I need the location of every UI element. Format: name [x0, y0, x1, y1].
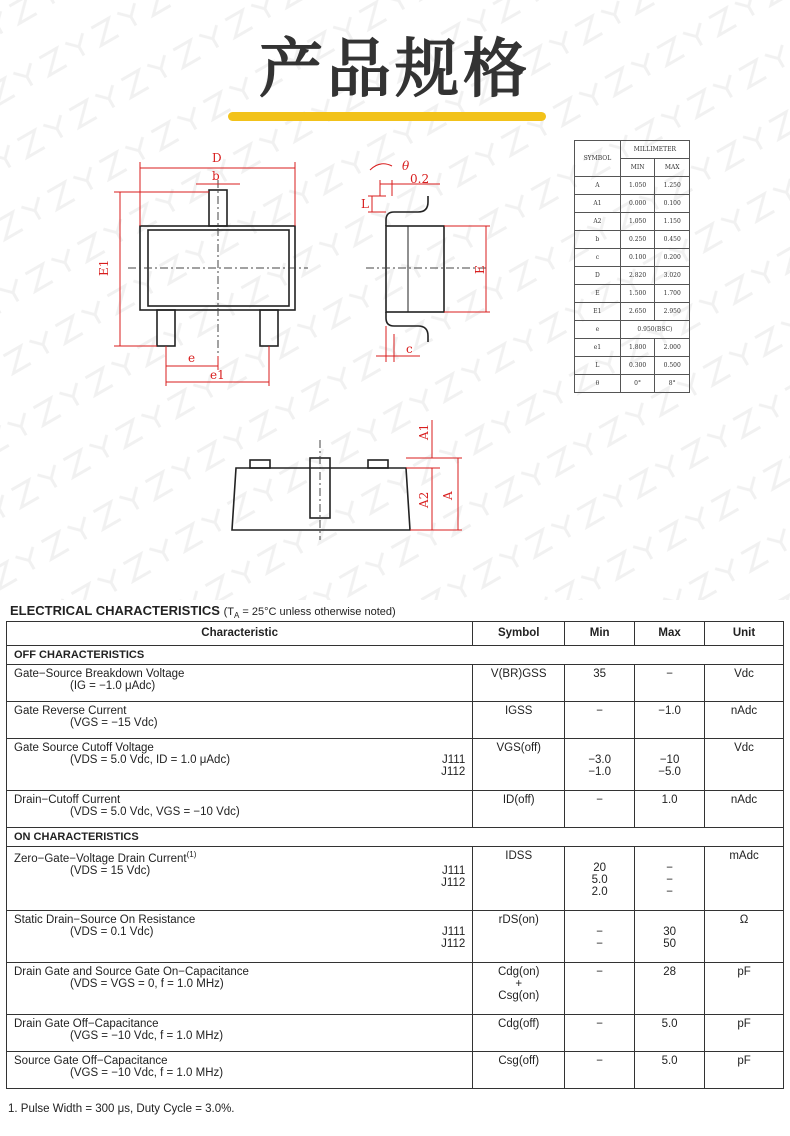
char-cond: (VGS = −10 Vdc, f = 1.0 MHz): [70, 1067, 224, 1079]
char-symbol: ID(off): [473, 791, 565, 828]
dim-min: 0°: [620, 375, 655, 393]
electrical-title-text: ELECTRICAL CHARACTERISTICS: [10, 603, 220, 618]
char-symbol: rDS(on): [473, 911, 565, 963]
char-min: −3.0: [588, 754, 612, 766]
char-name: Zero−Gate−Voltage Drain Current: [14, 852, 187, 865]
dim-symbol: θ: [575, 375, 621, 393]
table-row: [7, 791, 784, 828]
char-unit: pF: [705, 1015, 784, 1052]
char-cond: (VDS = 5.0 Vdc, ID = 1.0 μAdc): [70, 754, 231, 766]
char-unit: pF: [705, 1052, 784, 1089]
char-unit: mAdc: [705, 847, 784, 911]
dim-symbol: e: [575, 321, 621, 339]
electrical-title-condition: [223, 606, 396, 621]
dim-row: [575, 357, 690, 375]
char-name: Gate Source Cutoff Voltage: [14, 742, 154, 754]
header-characteristic: Characteristic: [7, 622, 473, 646]
table-row: [7, 847, 784, 911]
dim-symbol: e1: [575, 339, 621, 357]
dim-min: 0.250: [620, 231, 655, 249]
char-min: −: [565, 963, 635, 1015]
dim-max: 3.020: [655, 267, 690, 285]
char-cond: (VDS = 0.1 Vdc): [70, 926, 154, 938]
char-max: 5.0: [635, 1015, 705, 1052]
char-min: −1.0: [588, 766, 612, 778]
device-label: J111: [442, 926, 466, 938]
header-unit: Unit: [705, 622, 784, 646]
char-name: Drain Gate and Source Gate On−Capacitance: [14, 966, 249, 978]
dim-max: 0.450: [655, 231, 690, 249]
char-name: Drain−Cutoff Current: [14, 794, 121, 806]
header-symbol: Symbol: [473, 622, 565, 646]
char-min: −: [596, 926, 604, 938]
char-max: −10: [659, 754, 680, 766]
char-symbol: IDSS: [473, 847, 565, 911]
dim-symbol: L: [575, 357, 621, 375]
char-name: Static Drain−Source On Resistance: [14, 914, 196, 926]
dim-row: [575, 321, 690, 339]
dim-label-L: L: [361, 197, 369, 211]
char-min: 20: [593, 862, 607, 874]
char-unit: nAdc: [705, 791, 784, 828]
char-symbol: Cdg(off): [473, 1015, 565, 1052]
char-cond: (VGS = −15 Vdc): [70, 717, 158, 729]
page-title: 产品规格: [259, 33, 531, 107]
header-max: Max: [635, 622, 705, 646]
dim-max: 2.950: [655, 303, 690, 321]
dim-header-max: MAX: [655, 159, 690, 177]
table-row: [7, 739, 784, 791]
top-view: [97, 151, 308, 386]
dim-row: [575, 267, 690, 285]
table-row: [7, 1052, 784, 1089]
dim-label-b: b: [212, 169, 220, 183]
dim-label-e: e: [188, 351, 196, 365]
dim-symbol: A1: [575, 195, 621, 213]
dim-header-group: MILLIMETER: [620, 141, 689, 159]
table-row: [7, 911, 784, 963]
dim-min: 0.100: [620, 249, 655, 267]
char-min: 5.0: [591, 874, 608, 886]
dim-label-theta: θ: [402, 159, 410, 173]
table-row: [7, 665, 784, 702]
electrical-title: [10, 603, 396, 620]
char-min: −: [565, 1015, 635, 1052]
device-label: J111: [442, 754, 466, 766]
char-symbol: V(BR)GSS: [473, 665, 565, 702]
char-min: −: [565, 791, 635, 828]
dim-symbol: A: [575, 177, 621, 195]
char-unit: nAdc: [705, 702, 784, 739]
device-label: J112: [441, 766, 466, 778]
dim-row: [575, 375, 690, 393]
section-off: OFF CHARACTERISTICS: [7, 646, 784, 665]
char-unit: pF: [705, 963, 784, 1015]
char-symbol-plus: +: [515, 978, 523, 990]
char-min: −: [596, 938, 604, 950]
char-min: 35: [565, 665, 635, 702]
dim-max: 1.250: [655, 177, 690, 195]
dim-symbol: c: [575, 249, 621, 267]
dim-min: 1.050: [620, 177, 655, 195]
dim-max: 0.200: [655, 249, 690, 267]
char-max: −: [666, 874, 673, 886]
dim-label-gauge: 0.2: [410, 172, 430, 186]
char-max: 1.0: [635, 791, 705, 828]
dim-max: 1.700: [655, 285, 690, 303]
dim-header-min: MIN: [620, 159, 655, 177]
char-name: Source Gate Off−Capacitance: [14, 1055, 168, 1067]
char-max: −5.0: [658, 766, 681, 778]
char-max: −: [666, 862, 673, 874]
front-view: [232, 420, 462, 540]
char-symbol: VGS(off): [473, 739, 565, 791]
char-max: 28: [635, 963, 705, 1015]
char-min: −: [565, 702, 635, 739]
dim-symbol: b: [575, 231, 621, 249]
cond-part: (T: [223, 606, 234, 618]
char-name: Gate Reverse Current: [14, 705, 127, 717]
device-label: J111: [442, 864, 466, 877]
dim-row: [575, 303, 690, 321]
dim-symbol: D: [575, 267, 621, 285]
dim-row: [575, 339, 690, 357]
dim-max: 0.500: [655, 357, 690, 375]
dim-max: 8°: [655, 375, 690, 393]
dim-label-A2: A2: [417, 491, 431, 508]
device-label: J112: [441, 938, 466, 950]
footnote-ref: (1): [186, 850, 197, 859]
char-max: −: [666, 886, 673, 898]
table-row: [7, 963, 784, 1015]
dim-min: 1.800: [620, 339, 655, 357]
dim-label-c: c: [406, 342, 413, 356]
dim-row: [575, 231, 690, 249]
char-max: −: [635, 665, 705, 702]
dim-label-e1: e1: [210, 368, 225, 382]
char-name: Drain Gate Off−Capacitance: [14, 1018, 159, 1030]
dim-row: [575, 213, 690, 231]
char-unit: Ω: [705, 911, 784, 963]
side-view: [361, 159, 490, 362]
char-name: Gate−Source Breakdown Voltage: [14, 668, 185, 680]
dim-label-A: A: [441, 491, 455, 500]
dim-label-A1: A1: [417, 423, 431, 440]
char-min: 2.0: [591, 886, 608, 898]
char-unit: Vdc: [705, 739, 784, 791]
char-symbol: IGSS: [473, 702, 565, 739]
char-max: 50: [663, 938, 676, 950]
table-row: [7, 1015, 784, 1052]
char-symbol: Cdg(on): [497, 966, 540, 978]
char-max: −1.0: [635, 702, 705, 739]
dim-label-E1: E1: [97, 259, 111, 276]
dim-min: 0.000: [620, 195, 655, 213]
header-min: Min: [565, 622, 635, 646]
char-symbol: Csg(off): [473, 1052, 565, 1089]
dim-min: 2.650: [620, 303, 655, 321]
device-label: J112: [441, 876, 466, 889]
char-max: 30: [663, 926, 676, 938]
electrical-table: [6, 621, 784, 1089]
char-unit: Vdc: [705, 665, 784, 702]
dim-max: 2.000: [655, 339, 690, 357]
dim-symbol: E1: [575, 303, 621, 321]
dim-max: 1.150: [655, 213, 690, 231]
char-cond: (VDS = 5.0 Vdc, VGS = −10 Vdc): [70, 806, 240, 818]
char-cond: (VDS = VGS = 0, f = 1.0 MHz): [70, 978, 224, 990]
dimension-table: [574, 140, 690, 393]
dim-span: 0.950(BSC): [620, 321, 689, 339]
dim-header-symbol: SYMBOL: [575, 141, 621, 177]
dim-symbol: E: [575, 285, 621, 303]
dim-row: [575, 249, 690, 267]
char-symbol: Csg(on): [498, 990, 540, 1002]
char-min: −: [565, 1052, 635, 1089]
dim-row: [575, 285, 690, 303]
char-cond: (VGS = −10 Vdc, f = 1.0 MHz): [70, 1030, 224, 1042]
dim-min: 1.500: [620, 285, 655, 303]
dim-row: [575, 195, 690, 213]
cond-sub: A: [233, 611, 240, 621]
char-cond: (IG = −1.0 μAdc): [70, 680, 156, 692]
dim-row: [575, 177, 690, 195]
dim-label-E: E: [473, 265, 487, 274]
table-row: [7, 702, 784, 739]
dim-min: 1.050: [620, 213, 655, 231]
char-max: 5.0: [635, 1052, 705, 1089]
char-cond: (VDS = 15 Vdc): [70, 864, 151, 877]
dim-max: 0.100: [655, 195, 690, 213]
dim-min: 0.300: [620, 357, 655, 375]
footnote: 1. Pulse Width = 300 μs, Duty Cycle = 3.0%.: [8, 1103, 235, 1115]
dim-min: 2.820: [620, 267, 655, 285]
cond-part: = 25°C unless otherwise noted): [239, 606, 396, 618]
section-on: ON CHARACTERISTICS: [7, 828, 784, 847]
dim-label-D: D: [212, 151, 222, 165]
dim-symbol: A2: [575, 213, 621, 231]
